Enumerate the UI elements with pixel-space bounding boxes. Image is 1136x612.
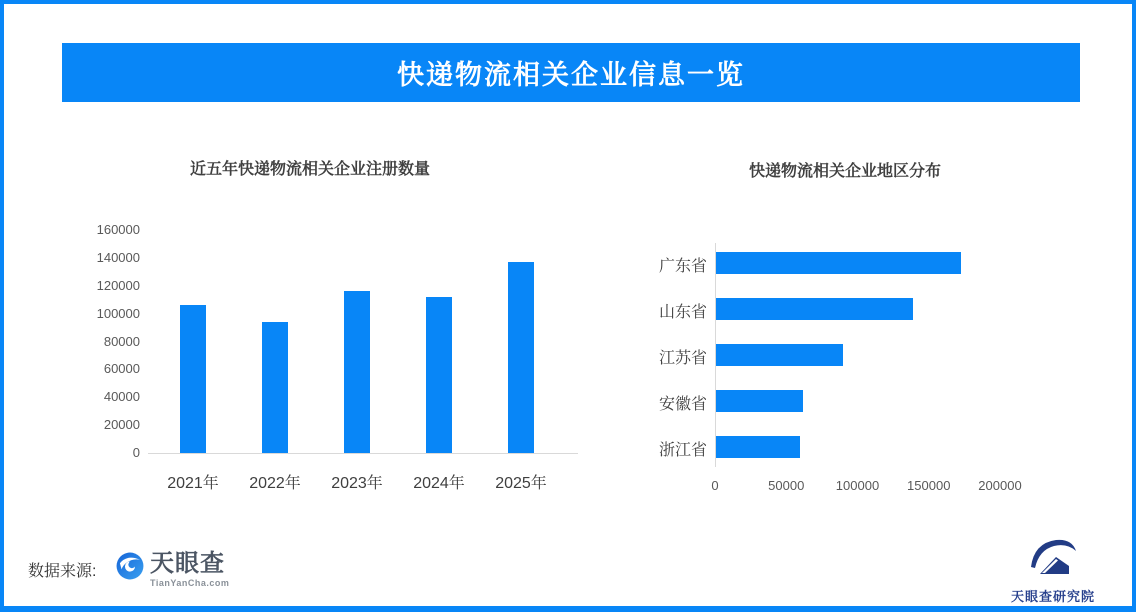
tianyancha-logo-text	[150, 552, 229, 588]
y-category-label: 浙江省	[658, 442, 707, 459]
x-tick-label: 200000	[978, 478, 1022, 493]
tianyancha-research-logo	[1003, 536, 1103, 605]
y-tick-label: 20000	[103, 417, 140, 433]
y-tick-label: 60000	[103, 361, 140, 377]
y-category-label: 广东省	[658, 258, 707, 275]
y-tick-label: 0	[132, 445, 140, 460]
title-banner	[62, 43, 1080, 102]
y-tick-label: 100000	[96, 305, 140, 321]
tianyancha-logo	[116, 552, 229, 588]
research-institute-name: 天眼查研究院	[1010, 589, 1095, 604]
x-axis-line	[148, 453, 578, 454]
tianyancha-domain: TianYanCha.com	[150, 578, 230, 588]
tianyancha-name: 天眼查	[150, 550, 225, 577]
y-tick-label: 40000	[103, 389, 140, 405]
bar-2024年	[426, 297, 452, 453]
x-category-label: 2023年	[331, 475, 383, 492]
y-tick-label: 140000	[96, 249, 140, 265]
y-category-label: 江苏省	[658, 350, 707, 367]
y-category-label: 山东省	[658, 304, 707, 321]
x-category-label: 2025年	[495, 475, 547, 492]
x-category-label: 2022年	[249, 475, 301, 492]
bar-江苏省	[716, 344, 843, 366]
x-category-label: 2021年	[167, 475, 219, 492]
bar-2021年	[180, 305, 206, 453]
y-tick-label: 80000	[103, 333, 140, 349]
x-category-label: 2024年	[413, 475, 465, 492]
x-tick-label: 100000	[835, 478, 880, 493]
bar-安徽省	[716, 390, 803, 412]
y-tick-label: 120000	[96, 277, 140, 293]
bar-广东省	[716, 252, 961, 274]
research-mountain-icon	[1027, 536, 1079, 583]
bar-2023年	[344, 291, 370, 453]
y-tick-label: 160000	[96, 222, 140, 237]
data-source-label: 数据来源:	[28, 563, 97, 580]
registrations-chart-title: 近五年快递物流相关企业注册数量	[189, 161, 430, 178]
x-tick-label: 50000	[768, 478, 805, 493]
bar-2022年	[262, 322, 288, 453]
x-tick-label: 0	[711, 478, 719, 493]
bar-2025年	[508, 262, 534, 453]
x-tick-label: 150000	[907, 478, 951, 493]
bar-山东省	[716, 298, 913, 320]
y-category-label: 安徽省	[658, 396, 707, 413]
regions-chart-title: 快递物流相关企业地区分布	[748, 163, 941, 180]
tianyancha-eye-icon	[116, 552, 144, 585]
page-title: 快递物流相关企业信息一览	[397, 60, 745, 90]
bar-浙江省	[716, 436, 800, 458]
